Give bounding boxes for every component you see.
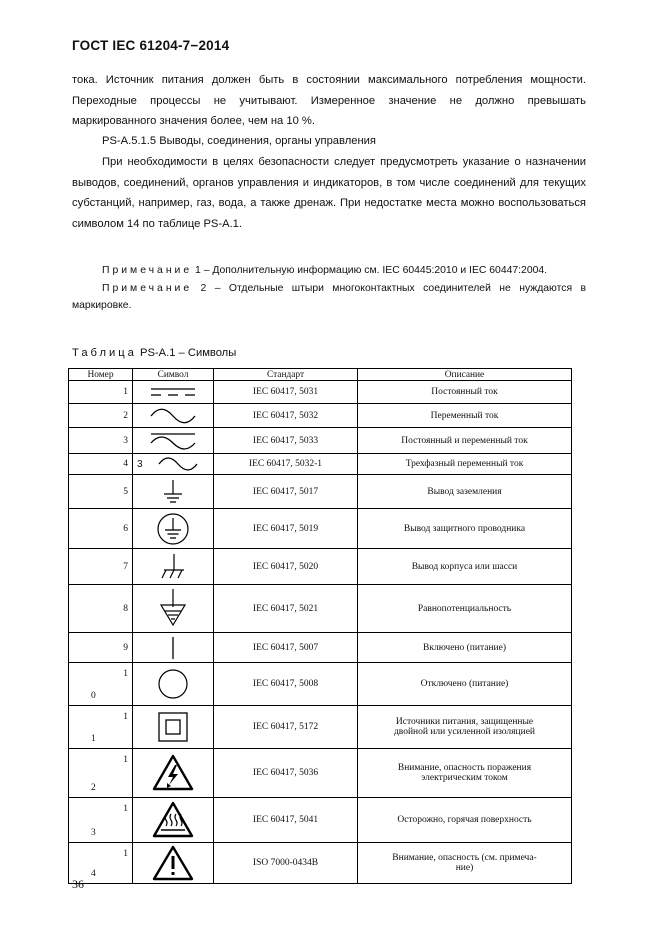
row-number: 9 xyxy=(69,633,133,663)
row-number-bottom: 0 xyxy=(91,691,96,701)
row-description-line-2: ние) xyxy=(455,863,474,873)
note-1-label: Примечание xyxy=(102,265,193,276)
equipotential-icon xyxy=(155,587,191,631)
earth-icon xyxy=(158,478,188,506)
row-number-top: 1 xyxy=(123,849,128,859)
row-number-top: 1 xyxy=(123,804,128,814)
header-standard: Стандарт xyxy=(214,369,358,381)
double-insulation-icon xyxy=(156,710,190,744)
row-standard: IEC 60417, 5036 xyxy=(214,749,358,798)
symbols-table xyxy=(68,368,572,884)
row-standard: IEC 60417, 5019 xyxy=(214,509,358,549)
power-off-icon xyxy=(156,667,190,701)
table-row xyxy=(69,749,572,798)
row-description: Вывод защитного проводника xyxy=(358,509,572,549)
table-row xyxy=(69,428,572,454)
row-standard: IEC 60417, 5172 xyxy=(214,706,358,749)
row-number: 2 xyxy=(69,404,133,428)
row-description: Вывод корпуса или шасси xyxy=(358,549,572,585)
hot-surface-warning-icon xyxy=(151,800,195,840)
protective-earth-icon xyxy=(155,511,191,547)
row-description: Трехфазный переменный ток xyxy=(358,454,572,475)
table-title-label: Таблица xyxy=(72,347,137,359)
row-number-bottom: 2 xyxy=(91,783,96,793)
header-description: Описание xyxy=(358,369,572,381)
table-header-row xyxy=(69,369,572,381)
row-description: Включено (питание) xyxy=(358,633,572,663)
dc-icon xyxy=(143,385,203,399)
section-heading-ps-a-5-1-5 xyxy=(72,131,586,152)
general-warning-icon xyxy=(151,844,195,882)
row-standard: IEC 60417, 5020 xyxy=(214,549,358,585)
note-2 xyxy=(72,280,586,314)
three-phase-label: 3 xyxy=(137,458,143,470)
row-description: Постоянный и переменный ток xyxy=(358,428,572,454)
row-description-line-1: Внимание, опасность (см. примеча- xyxy=(392,853,537,863)
row-standard: IEC 60417, 5031 xyxy=(214,381,358,404)
row-standard: IEC 60417, 5041 xyxy=(214,798,358,843)
page-number: 36 xyxy=(72,877,84,891)
table-row xyxy=(69,475,572,509)
row-description-line-2: электрическим током xyxy=(421,773,508,783)
row-number-top: 1 xyxy=(123,712,128,722)
row-number: 3 xyxy=(69,428,133,454)
row-standard: IEC 60417, 5007 xyxy=(214,633,358,663)
header-num: Номер xyxy=(69,369,133,381)
row-description: Отключено (питание) xyxy=(358,663,572,706)
header-symbol: Символ xyxy=(133,369,214,381)
row-number: 5 xyxy=(69,475,133,509)
table-row xyxy=(69,706,572,749)
chassis-icon xyxy=(156,552,190,582)
table-row xyxy=(69,663,572,706)
note-1 xyxy=(72,262,586,279)
row-number-bottom: 1 xyxy=(91,734,96,744)
table-row xyxy=(69,381,572,404)
note-2-text: 2 – Отдельные штыри многоконтактных соединителей не нуждаются в маркировке. xyxy=(72,283,586,311)
row-standard: IEC 60417, 5033 xyxy=(214,428,358,454)
row-description: Постоянный ток xyxy=(358,381,572,404)
row-number: 7 xyxy=(69,549,133,585)
table-row xyxy=(69,843,572,884)
table-row xyxy=(69,404,572,428)
table-row xyxy=(69,509,572,549)
table-row xyxy=(69,798,572,843)
row-number: 1 xyxy=(69,381,133,404)
row-description-line-1: Источники питания, защищенные xyxy=(395,717,534,727)
row-description-line-1: Внимание, опасность поражения xyxy=(397,763,532,773)
note-1-text: 1 – Дополнительную информацию см. IEC 60445:2010 и IEC 60447:2004. xyxy=(192,265,548,276)
dc-ac-icon xyxy=(143,431,203,451)
row-description: Равнопотенциальность xyxy=(358,585,572,633)
row-number-top: 1 xyxy=(123,669,128,679)
row-description-line-2: двойной или усиленной изоляцией xyxy=(393,727,536,737)
row-standard: IEC 60417, 5017 xyxy=(214,475,358,509)
table-row xyxy=(69,454,572,475)
table-row xyxy=(69,585,572,633)
paragraph-terminals-text: При необходимости в целях безопасности следует предусмотреть указание о назначении выводов, соединений, органов управления и индикаторов, в том числе соединений для текущих субстанций, например, газ, вода, а также дренаж. При недостатке места можно воспользоваться символом 14 по таблице PS-A.1. xyxy=(72,156,586,230)
row-standard: IEC 60417, 5032-1 xyxy=(214,454,358,475)
paragraph-terminals xyxy=(72,152,586,234)
row-description: Осторожно, горячая поверхность xyxy=(358,798,572,843)
row-number-top: 1 xyxy=(123,755,128,765)
row-number-bottom: 4 xyxy=(91,869,96,879)
table-title-text: PS-A.1 – Символы xyxy=(136,347,237,359)
row-description: Вывод заземления xyxy=(358,475,572,509)
table-row xyxy=(69,633,572,663)
row-standard: ISO 7000-0434B xyxy=(214,843,358,884)
document-header: ГОСТ IEC 61204-7−2014 xyxy=(72,38,230,53)
row-standard: IEC 60417, 5021 xyxy=(214,585,358,633)
paragraph-continuation: тока. Источник питания должен быть в состоянии максимального потребления мощности. Переходные процессы не учитывают. Измеренное значение не должно превышать маркированного значения более, чем на 10 %. xyxy=(72,74,586,127)
table-title xyxy=(72,347,236,359)
electric-shock-warning-icon xyxy=(151,753,195,793)
row-number: 6 xyxy=(69,509,133,549)
row-description: Переменный ток xyxy=(358,404,572,428)
note-2-label: Примечание xyxy=(102,283,193,294)
section-heading-text: PS-A.5.1.5 Выводы, соединения, органы управления xyxy=(102,135,376,147)
row-standard: IEC 60417, 5008 xyxy=(214,663,358,706)
ac-icon xyxy=(143,408,203,424)
power-on-icon xyxy=(163,635,183,661)
three-phase-ac-icon xyxy=(157,457,199,471)
row-number-bottom: 3 xyxy=(91,828,96,838)
row-number: 4 xyxy=(69,454,133,475)
row-standard: IEC 60417, 5032 xyxy=(214,404,358,428)
row-number: 8 xyxy=(69,585,133,633)
table-row xyxy=(69,549,572,585)
